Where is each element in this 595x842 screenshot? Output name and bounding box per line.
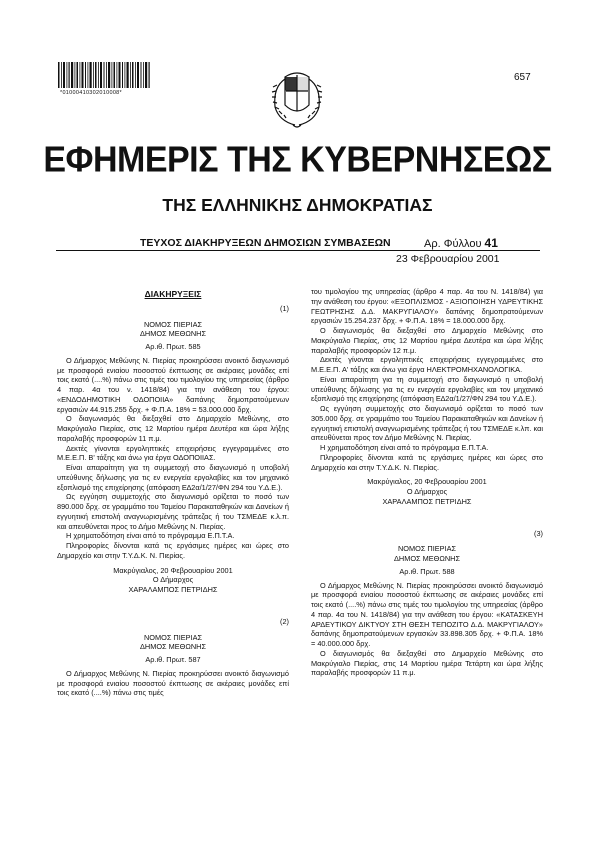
gazette-title: ΕΦΗΜΕΡΙΣ ΤΗΣ ΚΥΒΕΡΝΗΣΕΩΣ <box>43 139 552 181</box>
issue-number <box>424 236 498 250</box>
notice-number: (3) <box>534 528 543 538</box>
paragraph: Ως εγγύηση συμμετοχής στο διαγωνισμό ορίζεται το ποσό των 305.000 δρχ. σε γραμμάτιο του Ταμείου Παρακαταθηκών και Δανείων ή εγγυητική επιστολή αναγνωρισμένης τράπεζας ή του ΤΣΜΕΔΕ κ.λπ. και απευθύνεται προς τον Δήμο Μεθώνης Ν. Πιερίας. <box>311 404 543 443</box>
notice-number: (1) <box>280 303 289 313</box>
paragraph: Ο διαγωνισμός θα διεξαχθεί στο Δημαρχείο Μεθώνης στο Μακρύγιαλο Πιερίας, στις 14 Μαρτίου ημέρα Τετάρτη και ώρα λήξης παραλαβής προσφορών 11 π.μ. <box>311 648 543 678</box>
signatory-name: ΧΑΡΑΛΑΜΠΟΣ ΠΕΤΡΙΔΗΣ <box>128 585 218 594</box>
signatory-title: Ο Δήμαρχος <box>406 487 448 496</box>
series-title: ΤΕΥΧΟΣ ΔΙΑΚΗΡΥΞΕΩΝ ΔΗΜΟΣΙΩΝ ΣΥΜΒΑΣΕΩΝ <box>140 237 391 249</box>
left-column <box>57 290 289 698</box>
gazette-subtitle: ΤΗΣ ΕΛΛΗΝΙΚΗΣ ΔΗΜΟΚΡΑΤΙΑΣ <box>162 195 433 215</box>
issue-date: 23 Φεβρουαρίου 2001 <box>396 253 500 265</box>
barcode <box>58 62 150 88</box>
protocol-number: Αρ.ιθ. Πρωτ. 587 <box>145 655 201 664</box>
header-divider <box>56 250 540 251</box>
greek-coat-of-arms-emblem <box>265 63 329 131</box>
paragraph: Είναι απαραίτητη για τη συμμετοχή στο διαγωνισμό η υποβολή υπεύθυνης δήλωσης για τις εν ενεργεία εργολαβίες και τον μηχανικό εξοπλισμό της επιχείρησης (απόφαση Ε∆2α/1/27/ΦΝ 294 του Υ.Δ.Ε.). <box>311 374 543 404</box>
paragraph: του τιμολογίου της υπηρεσίας (άρθρο 4 παρ. 4α του Ν. 1418/84) για την ανάθεση του έργου: «ΕΞΟΠΛΙΣΜΟΣ - ΑΞΙΟΠΟΙΗΣΗ ΥΔΡΕΥΤΙΚΗΣ ΓΕΩΤΡΗΣΗΣ Δ.Δ. ΜΑΚΡΥΓΙΑΛΟΥ» δαπάνης δημοπρατούμενων εργασιών 15.254.237 δρχ. + Φ.Π.Α. 18% = 18.000.000 δρχ. <box>311 287 543 326</box>
protocol-number: Αρ.ιθ. Πρωτ. 585 <box>145 342 201 351</box>
paragraph: Είναι απαραίτητη για τη συμμετοχή στο διαγωνισμό η υποβολή υπεύθυνης δήλωσης για τις εν ενεργεία εργολαβίες και τον μηχανικό εξοπλισμό της επιχείρησης (απόφαση Ε∆2α/1/27/ΦΝ 294 του Υ.Δ.Ε.). <box>57 463 289 492</box>
authority-municipality: ΔΗΜΟΣ ΜΕΘΩΝΗΣ <box>140 329 206 339</box>
paragraph: Η χρηματοδότηση είναι από το πρόγραμμα Ε.Π.Τ.Α. <box>320 443 489 452</box>
authority-municipality: ΔΗΜΟΣ ΜΕΘΩΝΗΣ <box>140 642 206 652</box>
paragraph: Ο Δήμαρχος Μεθώνης Ν. Πιερίας προκηρύσσει ανοικτό διαγωνισμό με προσφορά ενιαίου ποσοστού έκπτωσης σε ακέραιες μονάδες επί τοις εκατό (....%) πάνω στις τιμές <box>57 668 289 698</box>
barcode-number: *01000410302010008* <box>60 90 122 96</box>
page-number: 657 <box>514 72 531 83</box>
authority-prefecture: ΝΟΜΟΣ ΠΙΕΡΙΑΣ <box>143 319 203 329</box>
issue-value: 41 <box>484 236 498 250</box>
signatory-title: Ο Δήμαρχος <box>152 575 194 585</box>
paragraph: Ο διαγωνισμός θα διεξαχθεί στο Δημαρχείο Μεθώνης στο Μακρύγιαλο Πιερίας, στις 12 Μαρτίου ημέρα Δευτέρα και ώρα λήξης παραλαβής προσφορών 12 π.μ. <box>311 326 543 355</box>
notice-number: (2) <box>280 616 289 626</box>
paragraph: Ο Δήμαρχος Μεθώνης Ν. Πιερίας προκηρύσσει ανοικτό διαγωνισμό με προσφορά ενιαίου ποσοστού έκπτωσης σε ακέραιες μονάδες επί τοις εκατό (....%) πάνω στις τιμές του τιμολογίου της υπηρεσίας (άρθρο 4 παρ. 4α του ν. 1418/84) για την ανάθεση του έργου: «ΕΝΔΟΔΗΜΟΤΙΚΗ ΟΔΟΠΟΙΙΑ» δαπάνης δημοπρατούμενων εργασιών 44.915.255 δρχ. + Φ.Π.Α. 18% = 53.000.000 δρχ. <box>57 355 289 414</box>
paragraph: Ο Δήμαρχος Μεθώνης Ν. Πιερίας προκηρύσσει ανοικτό διαγωνισμό με προσφορά ενιαίου ποσοστού έκπτωσης σε ακέραιες μονάδες επί τοις εκατό (....%) πάνω στις τιμές του τιμολογίου της υπηρεσίας (άρθρο 4 παρ. 4α του Ν. 1418/84) για την ανάθεση του έργου: «ΚΑΤΑΣΚΕΥΗ ΑΡΔΕΥΤΙΚΟΥ ΔΙΚΤΥΟΥ ΣΤΗ ΘΕΣΗ ΤΕΠΟΖΙΤΟ Δ.Δ. ΜΑΚΡΥΓΙΑΛΟΥ» δαπάνης δημοπρατούμενων εργασιών 33.898.305 δρχ. + Φ.Π.Α. 18% = 40.000.000 δρχ. <box>311 580 543 648</box>
place-date: Μακρύγιαλος, 20 Φεβρουαρίου 2001 <box>113 565 233 575</box>
paragraph: Δεκτές γίνονται εργοληπτικές επιχειρήσεις εγγεγραμμένες στο Μ.Ε.Ε.Π. Α' τάξης και άνω για έργα ΗΛΕΚΤΡΟΜΗΧΑΝΟΛΟΓΙΚΑ. <box>311 355 543 374</box>
paragraph: Ως εγγύηση συμμετοχής στο διαγωνισμό ορίζεται το ποσό των 890.000 δρχ. σε γραμμάτιο του Ταμείου Παρακαταθηκών και Δανείων ή εγγυητική επιστολή αναγνωρισμένης τράπεζας ή του ΤΣΜΕΔΕ κ.λ.π. και απευθύνεται προς το Δήμο Μεθώνης Ν. Πιερίας. <box>57 492 289 531</box>
right-column <box>311 287 543 678</box>
paragraph: Ο διαγωνισμός θα διεξαχθεί στο Δημαρχείο Μεθώνης, στο Μακρύγιαλο Πιερίας, στις 12 Μαρτίου ημέρα Δευτέρα και ώρα λήξης παραλαβής προσφορών 11 π.μ. <box>57 414 289 443</box>
place-date: Μακρύγιαλος, 20 Φεβρουαρίου 2001 <box>367 477 487 487</box>
section-heading: ΔΙΑΚΗΡΥΞΕΙΣ <box>144 289 202 299</box>
signatory-name: ΧΑΡΑΛΑΜΠΟΣ ΠΕΤΡΙΔΗΣ <box>382 496 472 506</box>
authority-municipality: ΔΗΜΟΣ ΜΕΘΩΝΗΣ <box>394 554 460 563</box>
paragraph: Πληροφορίες δίνονται κατά τις εργάσιμες ημέρες και ώρες στο Δημαρχείο και στην Τ.Υ.Δ.Κ. Ν. Πιερίας. <box>311 452 543 472</box>
issue-label: Αρ. Φύλλου <box>424 238 482 250</box>
protocol-number: Αρ.ιθ. Πρωτ. 588 <box>399 566 455 576</box>
authority-prefecture: ΝΟΜΟΣ ΠΙΕΡΙΑΣ <box>143 632 203 642</box>
paragraph: Πληροφορίες δίνονται κατά τις εργάσιμες ημέρες και ώρες στο Δημαρχείο και στην Τ.Υ.Δ.Κ. Ν. Πιερίας. <box>57 541 289 560</box>
paragraph: Η χρηματοδότηση είναι από το πρόγραμμα Ε.Π.Τ.Α. <box>66 531 235 541</box>
paragraph: Δεκτές γίνονται εργοληπτικές επιχειρήσεις εγγεγραμμένες στο Μ.Ε.Ε.Π. Β' τάξης και άνω για έργα ΟΔΟΠΟΙΙΑΣ. <box>57 443 289 463</box>
authority-prefecture: ΝΟΜΟΣ ΠΙΕΡΙΑΣ <box>397 544 457 554</box>
